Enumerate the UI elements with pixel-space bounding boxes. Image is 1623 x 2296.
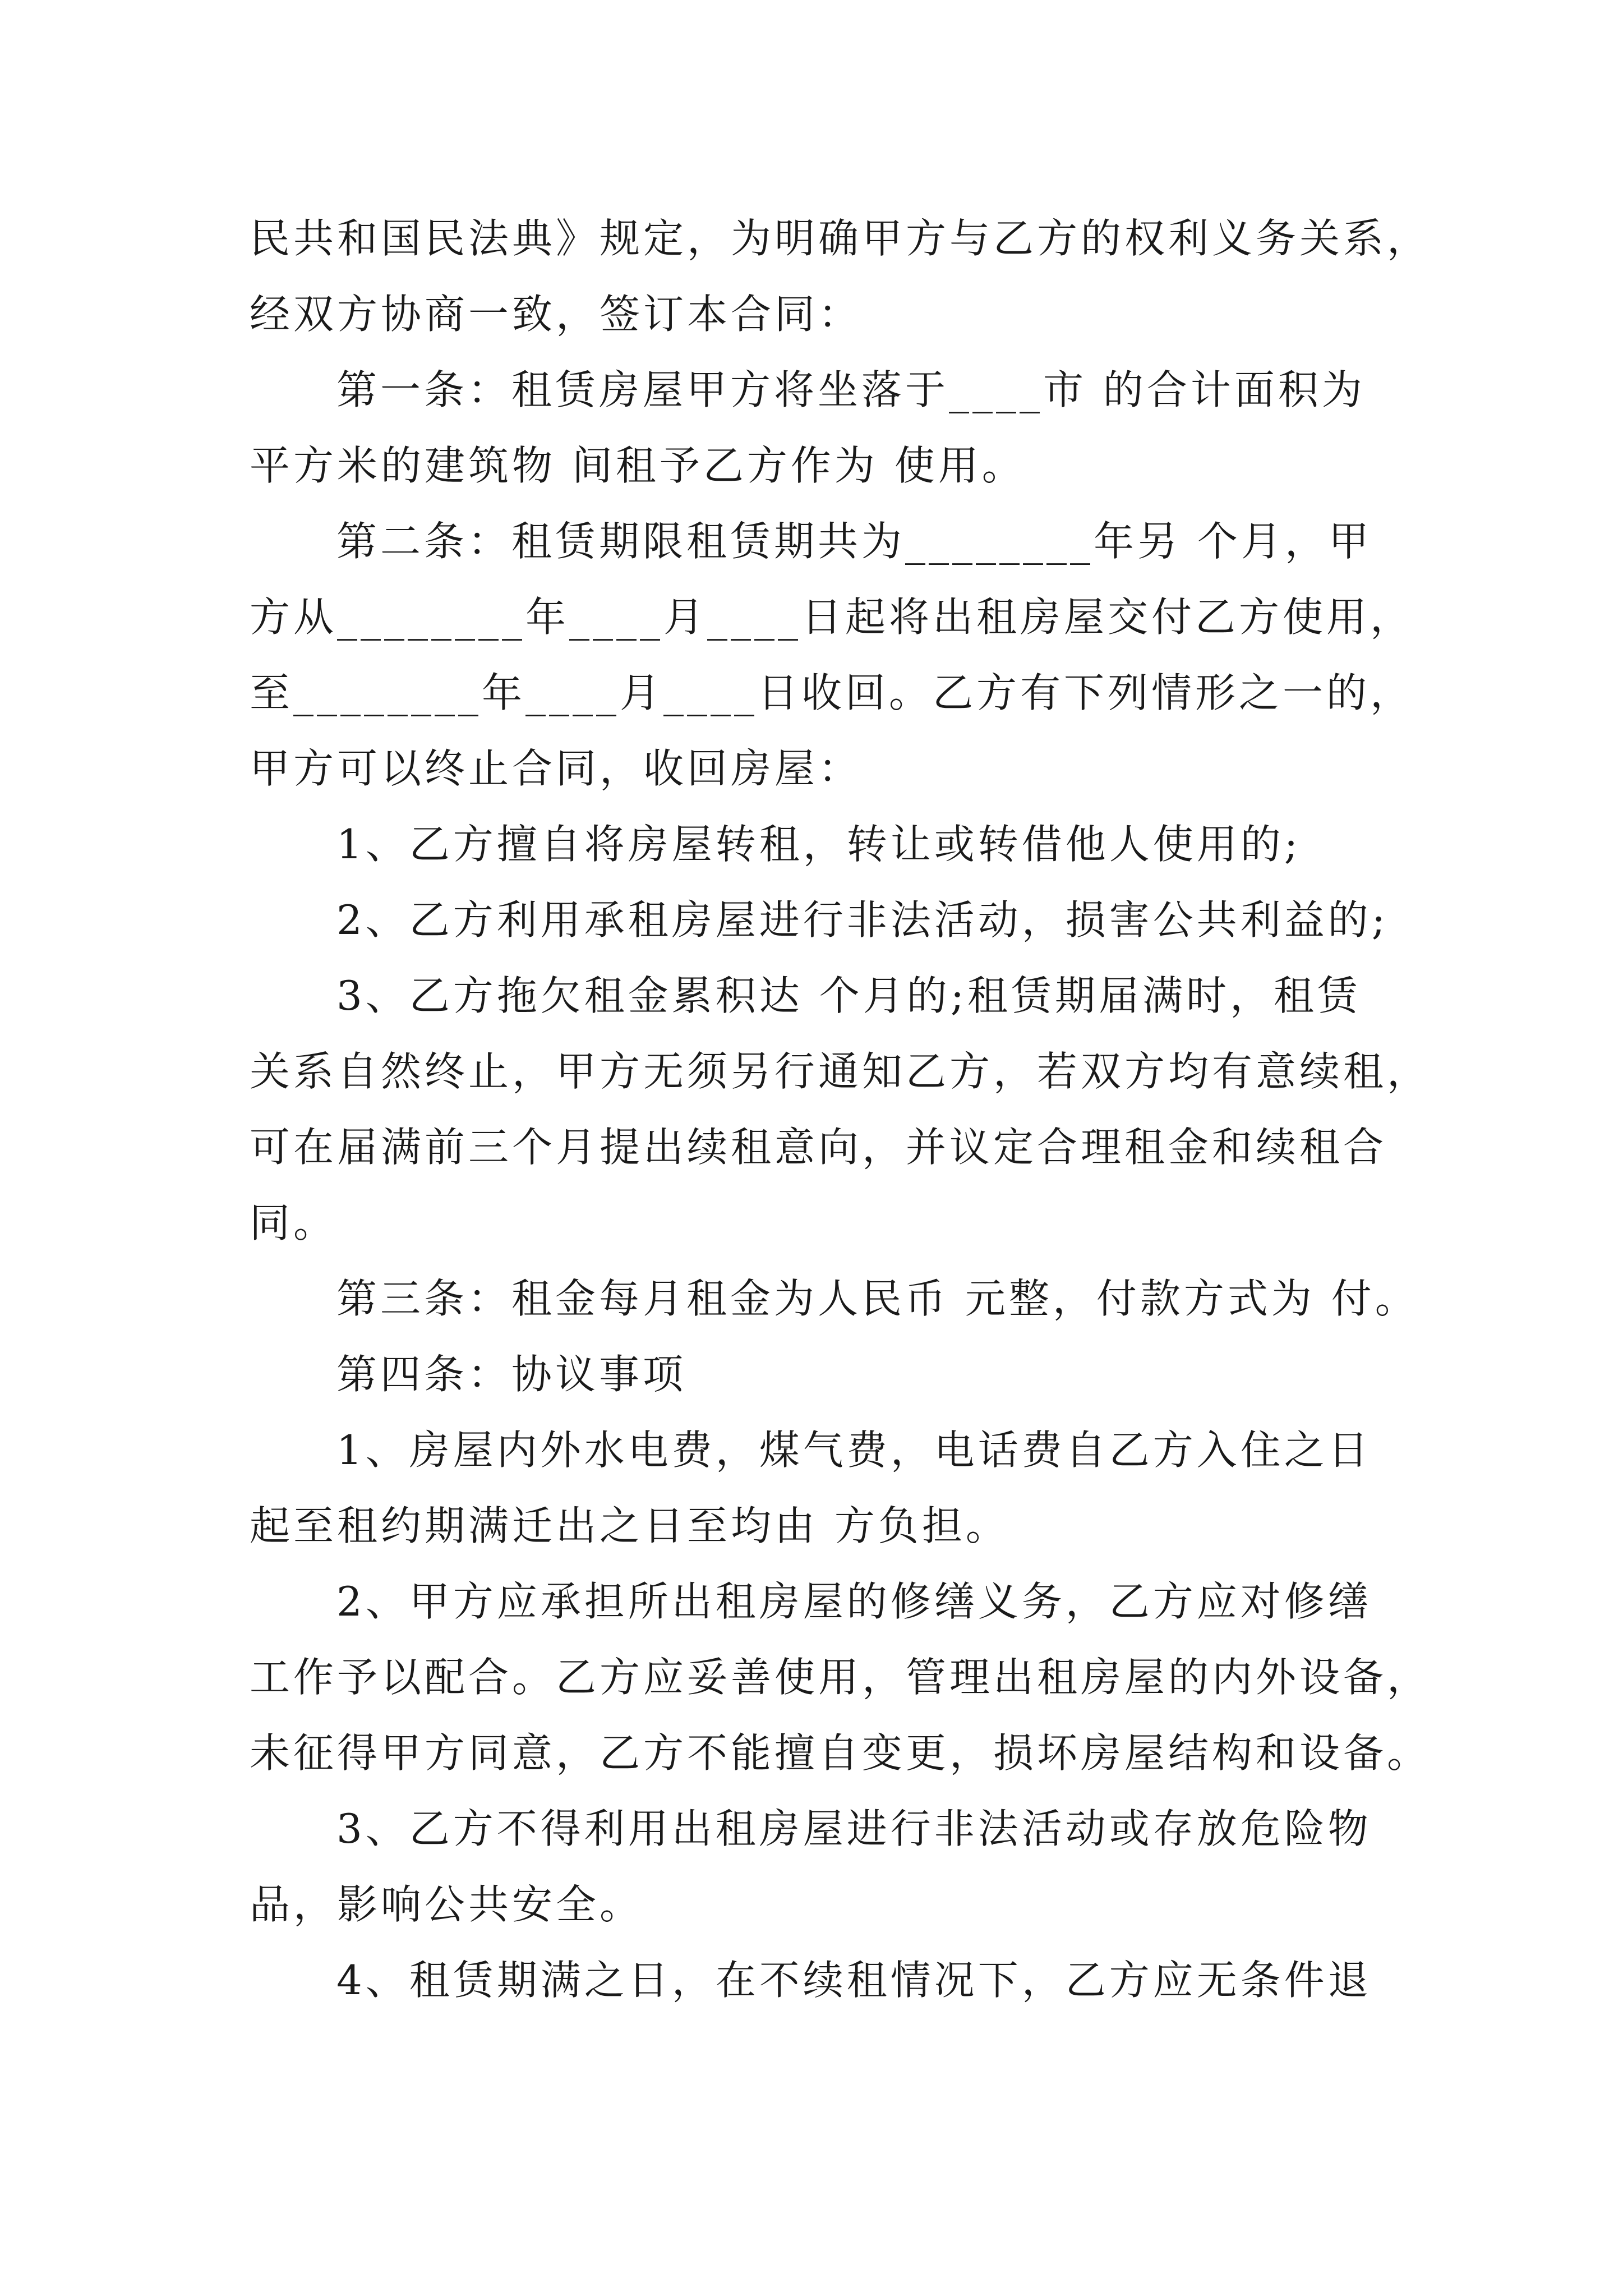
text-line: 经双方协商一致，签订本合同： xyxy=(250,291,863,338)
text-line: 至________年____月____日收回。乙方有下列情形之一的， xyxy=(250,669,1414,716)
text-line: 关系自然终止，甲方无须另行通知乙方，若双方均有意续租， xyxy=(250,1048,1431,1095)
list-item: 4、租赁期满之日，在不续租情况下，乙方应无条件退 xyxy=(336,1957,1372,2004)
text-line: 甲方可以终止合同，收回房屋： xyxy=(250,745,863,792)
list-item: 1、乙方擅自将房屋转租，转让或转借他人使用的; xyxy=(336,821,1302,868)
list-item: 3、乙方拖欠租金累积达 个月的;租赁期届满时，租赁 xyxy=(336,972,1361,1019)
text-line: 平方米的建筑物 间租予乙方作为 使用。 xyxy=(250,442,1026,489)
text-line: 工作予以配合。乙方应妥善使用，管理出租房屋的内外设备， xyxy=(250,1654,1431,1701)
article-3-heading: 第三条：租金每月租金为人民币 元整，付款方式为 付。 xyxy=(336,1275,1419,1322)
text-line: 可在届满前三个月提出续租意向，并议定合理租金和续租合 xyxy=(250,1124,1387,1171)
article-1-heading: 第一条：租赁房屋甲方将坐落于____市 的合计面积为 xyxy=(336,366,1366,413)
text-line: 未征得甲方同意，乙方不能擅自变更，损坏房屋结构和设备。 xyxy=(250,1729,1431,1777)
list-item: 2、乙方利用承租房屋进行非法活动，损害公共利益的; xyxy=(336,896,1389,944)
article-2-heading: 第二条：租赁期限租赁期共为________年另 个月，甲 xyxy=(336,518,1372,565)
list-item: 1、房屋内外水电费，煤气费，电话费自乙方入住之日 xyxy=(336,1427,1372,1474)
article-4-heading: 第四条：协议事项 xyxy=(336,1351,687,1398)
list-item: 2、甲方应承担所出租房屋的修缮义务，乙方应对修缮 xyxy=(336,1578,1372,1625)
text-line: 品，影响公共安全。 xyxy=(250,1881,644,1928)
text-line: 同。 xyxy=(250,1199,338,1246)
text-line: 起至租约期满迁出之日至均由 方负担。 xyxy=(250,1502,1009,1549)
list-item: 3、乙方不得利用出租房屋进行非法活动或存放危险物 xyxy=(336,1805,1372,1852)
text-line: 方从________年____月____日起将出租房屋交付乙方使用， xyxy=(250,593,1414,641)
text-line: 民共和国民法典》规定，为明确甲方与乙方的权利义务关系， xyxy=(250,215,1431,262)
